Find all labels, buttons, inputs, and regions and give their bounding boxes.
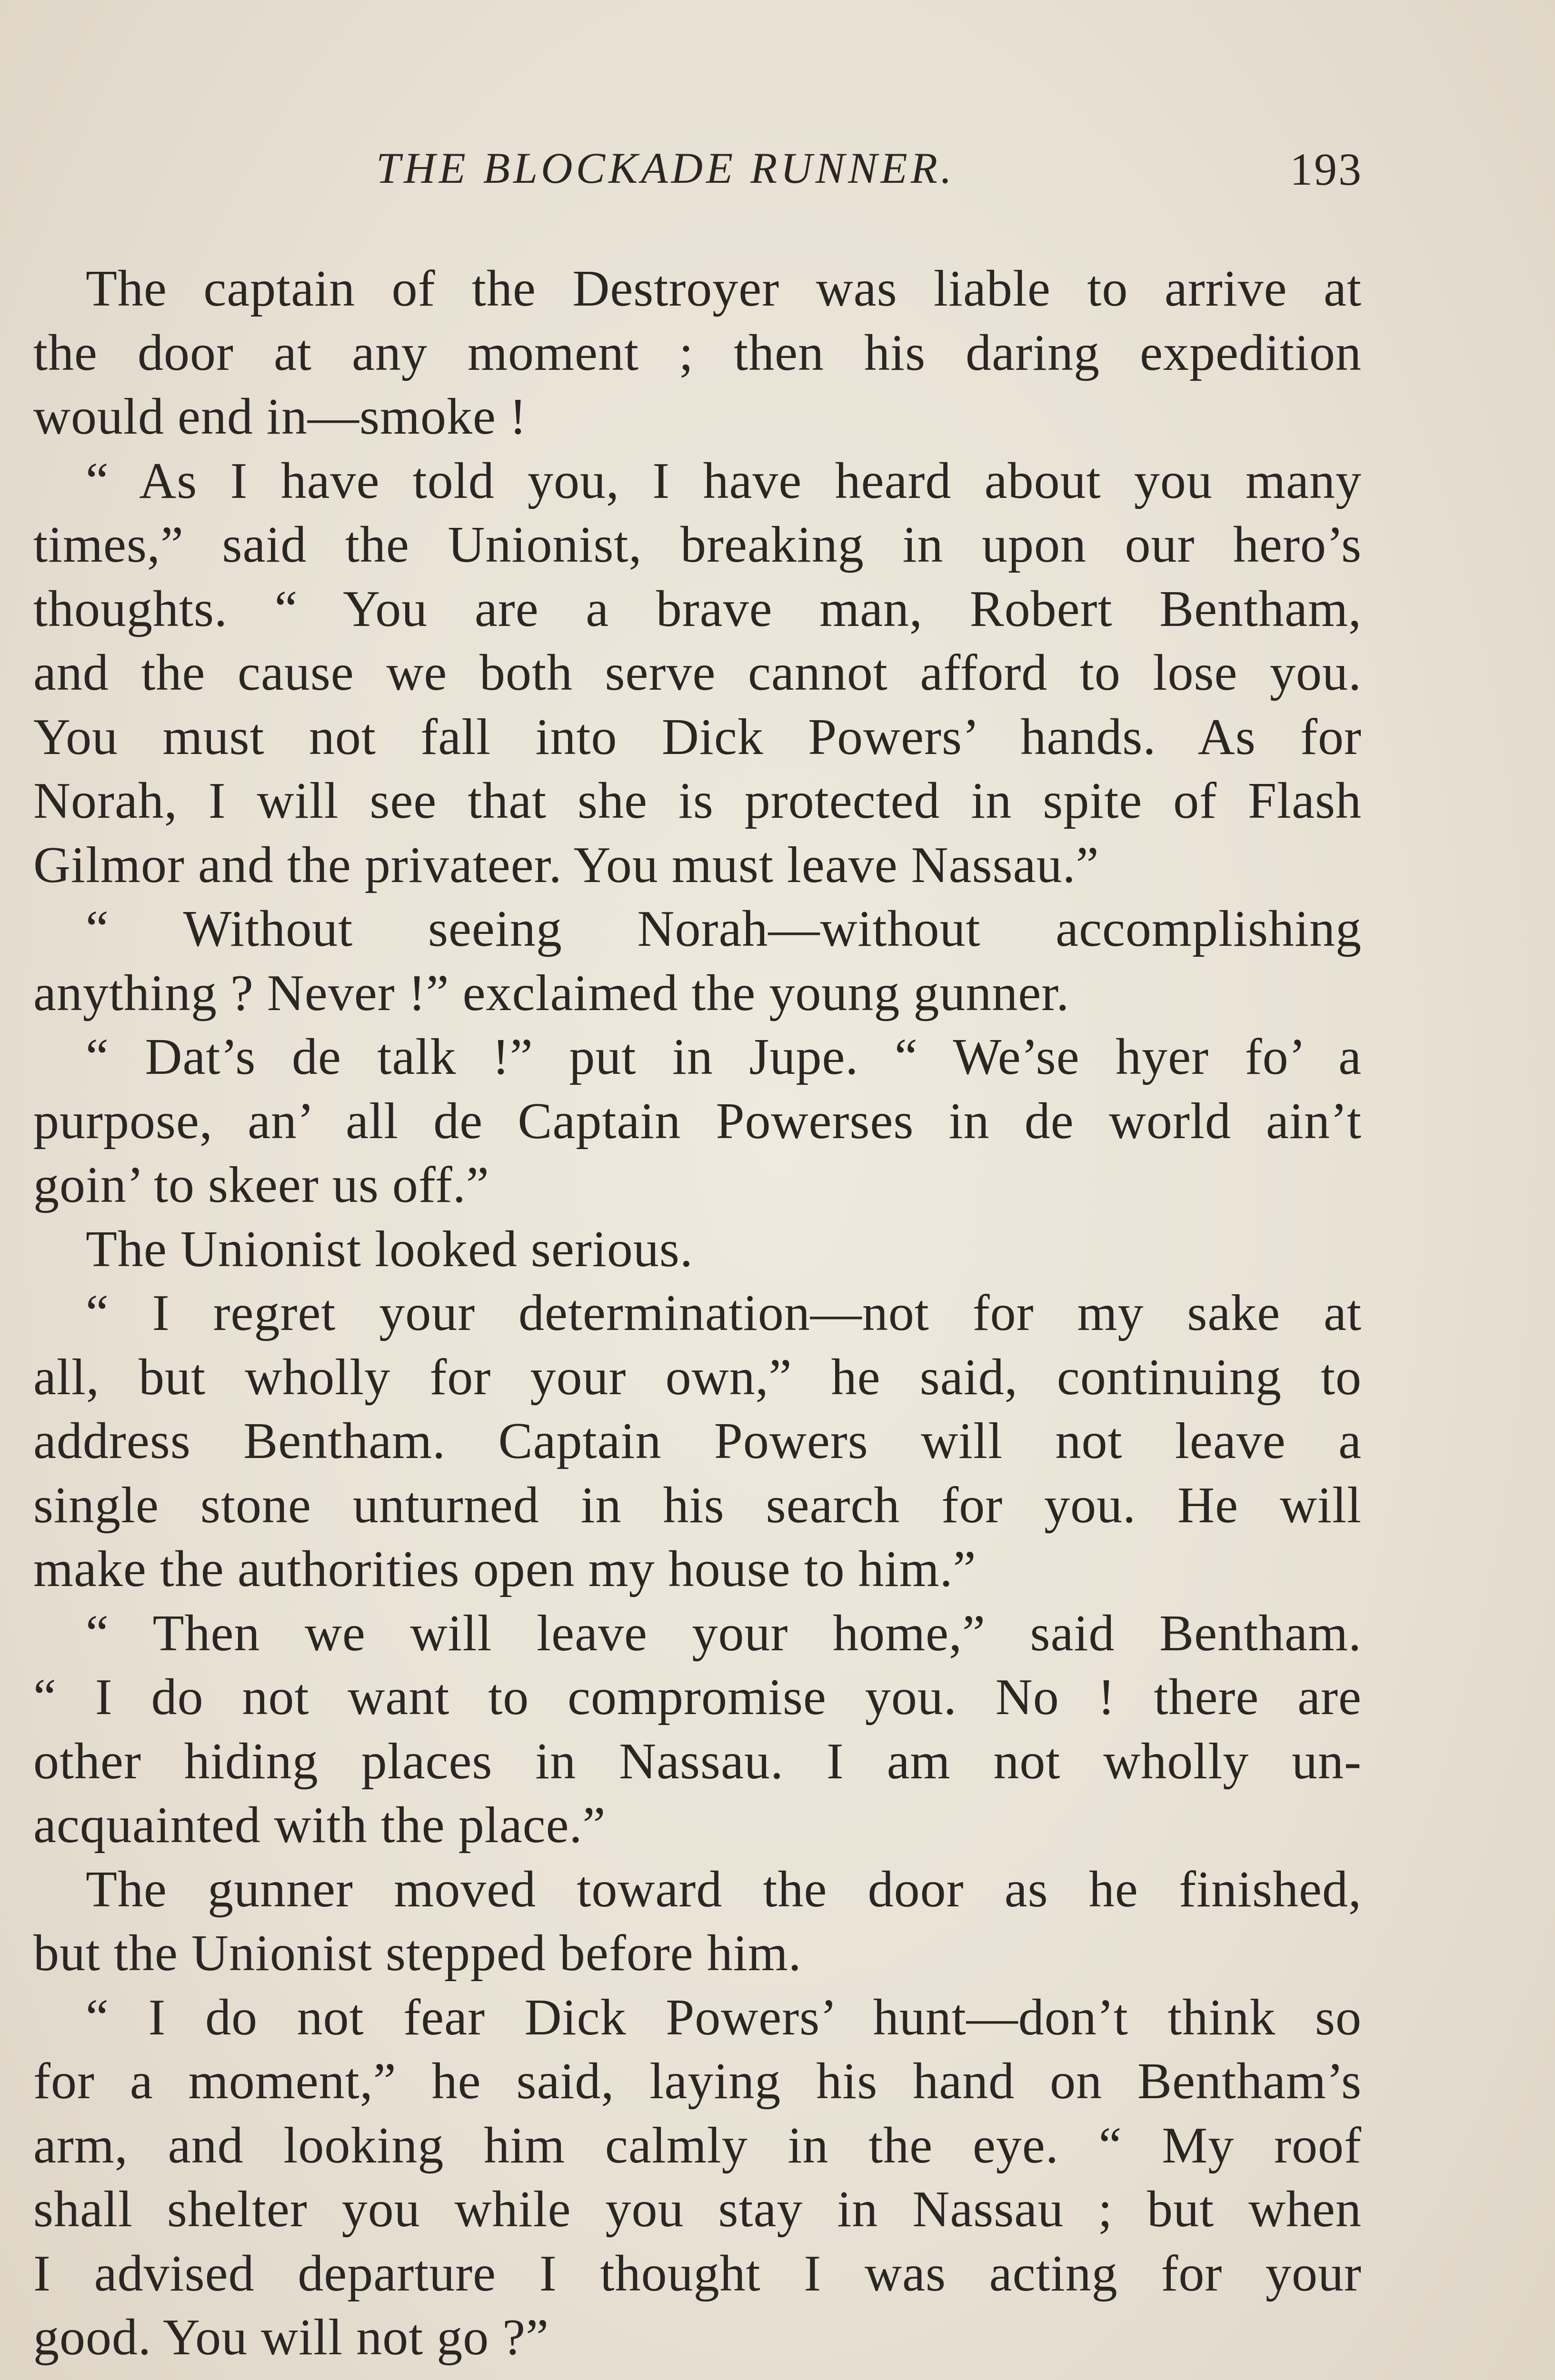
text-line: I advised departure I thought I was acting for your xyxy=(33,2245,1362,2302)
text-line: would end in—smoke ! xyxy=(33,388,527,445)
text-line: all, but wholly for your own,” he said, continuing to xyxy=(33,1349,1362,1406)
text-line: “ I do not want to compromise you. No ! there are xyxy=(33,1669,1362,1726)
text-line: Norah, I will see that she is protected in spite of Flash xyxy=(33,773,1362,829)
text-line: “ Dat’s de talk !” put in Jupe. “ We’se hyer fo’ a xyxy=(86,1029,1362,1085)
text-line: shall shelter you while you stay in Nassau ; but when xyxy=(33,2181,1362,2238)
text-line: Gilmor and the privateer. You must leave Nassau.” xyxy=(33,836,1099,893)
text-line: The Unionist looked serious. xyxy=(86,1220,693,1278)
text-line: “ Without seeing Norah—without accomplishing xyxy=(86,901,1362,957)
text-line: anything ? Never !” exclaimed the young gunner. xyxy=(33,964,1070,1021)
text-line: arm, and looking him calmly in the eye. “ My roof xyxy=(33,2117,1362,2174)
text-line: make the authorities open my house to him.” xyxy=(33,1541,977,1597)
text-line: The gunner moved toward the door as he finished, xyxy=(86,1861,1362,1918)
text-line: acquainted with the place.” xyxy=(33,1797,606,1854)
running-title: THE BLOCKADE RUNNER. xyxy=(376,144,955,192)
text-line: single stone unturned in his search for you. He will xyxy=(33,1477,1362,1534)
text-line: for a moment,” he said, laying his hand on Bentham’s xyxy=(33,2053,1362,2110)
text-line: thoughts. “ You are a brave man, Robert Bentham, xyxy=(33,580,1362,637)
text-line: You must not fall into Dick Powers’ hands. As for xyxy=(33,708,1362,765)
text-line: address Bentham. Captain Powers will not leave a xyxy=(33,1413,1362,1469)
text-line: The captain of the Destroyer was liable to arrive at xyxy=(86,260,1362,317)
text-line: purpose, an’ all de Captain Powerses in de world ain’t xyxy=(33,1092,1362,1150)
text-line: “ I do not fear Dick Powers’ hunt—don’t think so xyxy=(86,1989,1362,2046)
text-line: other hiding places in Nassau. I am not wholly un- xyxy=(33,1733,1362,1790)
text-line: and the cause we both serve cannot afford to lose you. xyxy=(33,645,1362,701)
text-line: “ Then we will leave your home,” said Bentham. xyxy=(86,1605,1362,1662)
page-number: 193 xyxy=(1290,144,1363,195)
text-line: good. You will not go ?” xyxy=(33,2309,549,2366)
text-line: but the Unionist stepped before him. xyxy=(33,1925,802,1982)
text-line: goin’ to skeer us off.” xyxy=(33,1157,489,1213)
body-text xyxy=(33,257,1362,2370)
text-line: the door at any moment ; then his daring expedition xyxy=(33,324,1362,381)
text-line: times,” said the Unionist, breaking in upon our hero’s xyxy=(33,516,1362,573)
text-line: “ As I have told you, I have heard about you many xyxy=(86,452,1362,509)
text-line: “ I regret your determination—not for my sake at xyxy=(86,1285,1362,1341)
